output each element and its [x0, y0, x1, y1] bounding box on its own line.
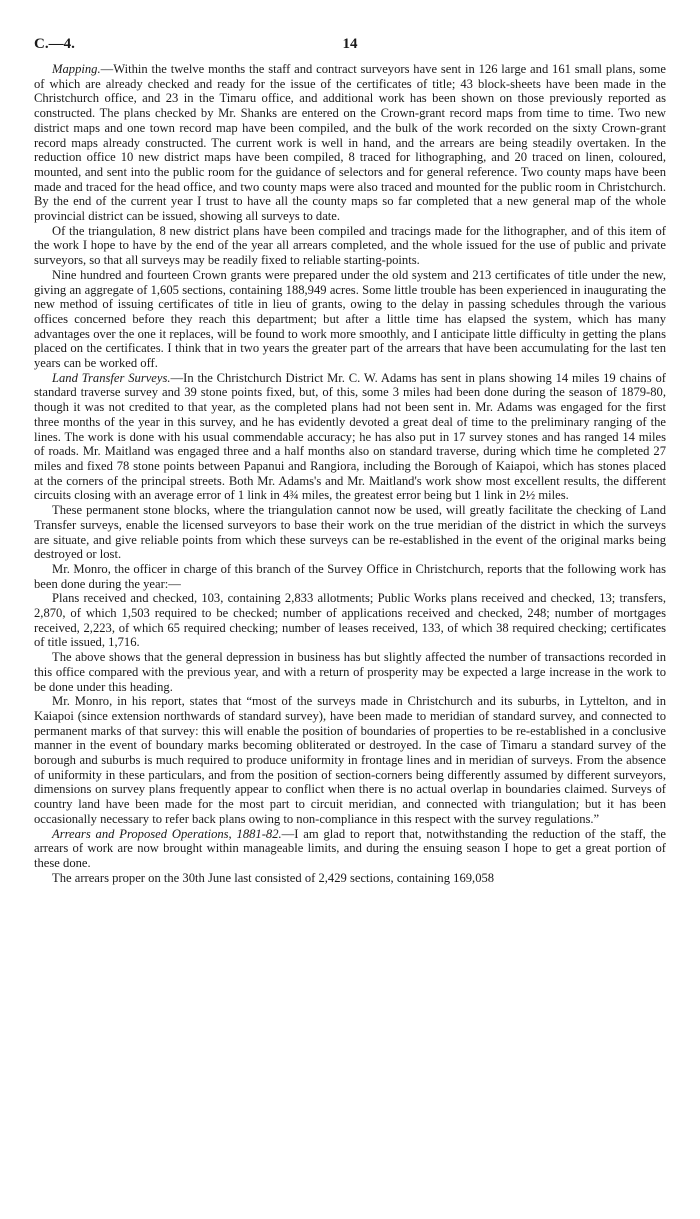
section-lead: Land Transfer Surveys. — [52, 370, 171, 385]
paragraph-monro-intro — [34, 562, 666, 591]
paragraph-monro-report — [34, 694, 666, 826]
document-code: C.—4. — [34, 36, 75, 52]
paragraph-stone-blocks — [34, 503, 666, 562]
page-number: 14 — [342, 36, 358, 52]
paragraph-text: The above shows that the general depression in business has but slightly affected the number of transactions recorded in this office compared with the previous year, and with a return of prosperity may be expected a large increase in the work to be done under this heading. — [34, 650, 666, 694]
body-text — [34, 62, 666, 885]
section-lead: Arrears and Proposed Operations, 1881-82. — [52, 826, 282, 841]
paragraph-text: Of the triangulation, 8 new district plans have been compiled and tracings made for the lithographer, and of this item of the work I hope to have by the end of the year all arrears completed, and the whole issued for the use of public and private surveyors, so that all surveys may be readily fixed to reliable starting-points. — [34, 223, 666, 268]
section-lead: Mapping. — [52, 62, 101, 76]
page-header — [34, 36, 666, 62]
paragraph-text: The arrears proper on the 30th June last consisted of 2,429 sections, containing 169,058 — [52, 870, 495, 885]
paragraph-land-transfer — [34, 371, 666, 503]
paragraph-text: Mr. Monro, the officer in charge of this branch of the Survey Office in Christchurch, reports that the following work has been done during the year:— — [34, 561, 666, 591]
paragraph-arrears — [34, 827, 666, 871]
paragraph-crown-grants — [34, 268, 666, 371]
paragraph-text: Mr. Monro, in his report, states that “most of the surveys made in Christchurch and its suburbs, in Lyttelton, and in Kaiapoi (since extension northwards of standard survey), have been made to meridian of standard survey, and connected to permanent marks of that survey: this will enable the position of boundaries of properties to be re-established in a conclusive manner in the event of boundary marks becoming obliterated or destroyed. In the case of Timaru a standard survey of the borough and suburbs is much required to produce uniformity in frontage lines and in meridian of surveys. From the absence of uniformity in these particulars, and from the position of section-corners being differently assumed by different surveyors, dimensions on survey plans frequently appear to conflict when there is no actual overlap in boundaries claimed. Surveys of country land have been made for the most part to circuit meridian, and connected with triangulation; but it has been occasionally necessary to refer back plans owing to non-compliance in this respect with the survey regulations.” — [34, 694, 666, 826]
paragraph-mapping — [34, 62, 666, 224]
paragraph-arrears-proper — [34, 871, 666, 886]
paragraph-depression — [34, 650, 666, 694]
paragraph-text: —I am glad to report that, notwithstanding the reduction of the staff, the arrears of work are now brought within manageable limits, and during the ensuing season I hope to get a great portion of these done. — [34, 826, 667, 870]
paragraph-text: Nine hundred and fourteen Crown grants were prepared under the old system and 213 certificates of title under the new, giving an aggregate of 1,605 sections, containing 188,949 acres. Some little trouble has been experienced in inaugurating the new method of issuing certificates of title in lieu of grants, owing to the delay in passing schedules through the various offices concerned before they reach this department; but after a little time has elapsed the system, which has many advantages over the one it replaces, will be found to work more smoothly, and I anticipate little difficulty in getting the plans placed on the certificates. I think that in two years the greater part of the arrears that have been accumulating for the last ten years can be worked off. — [34, 267, 666, 371]
paragraph-text: —Within the twelve months the staff and contract surveyors have sent in 126 large and 161 small plans, some of which are already checked and ready for the issue of the certificates of title; 43 block-sheets have been made in the Christchurch office, and 23 in the Timaru office, and additional work has been shown on those previously reported as constructed. The plans checked by Mr. Shanks are entered on the Crown-grant record maps from time to time. Two new district maps and one town record map have been compiled, and the bulk of the work recorded on the sixty Crown-grant record maps already constructed. The current work is well in hand, and the arrears are being steadily overtaken. In the reduction office 10 new district maps have been compiled, 8 traced for lithographing, and 20 traced on linen, coloured, mounted, and sent into the public room for the guidance of selectors and for general reference. Two county maps have been made and traced for the head office, and two county maps were also traced and mounted for the public room in Christchurch. By the end of the current year I trust to have all the county maps so far completed that a new general map of the whole provincial district can be issued, showing all surveys to date. — [34, 62, 666, 224]
paragraph-triangulation — [34, 224, 666, 268]
paragraph-plans-received — [34, 591, 666, 650]
paragraph-text: Plans received and checked, 103, containing 2,833 allotments; Public Works plans received and checked, 13; transfers, 2,870, of which 1,503 required to be checked; number of applications received and checked, 248; number of mortgages received, 2,223, of which 65 required checking; number of leases received, 133, of which 38 required checking; certificates of title issued, 1,716. — [34, 591, 666, 650]
paragraph-text: These permanent stone blocks, where the triangulation cannot now be used, will greatly facilitate the checking of Land Transfer surveys, enable the licensed surveyors to base their work on the true meridian of the district in which the surveys are situate, and give reliable points from which these surveys can be re-established in the event of the original marks being destroyed or lost. — [34, 503, 666, 562]
paragraph-text: —In the Christchurch District Mr. C. W. Adams has sent in plans showing 14 miles 19 chains of standard traverse survey and 39 stone points fixed, but, of this, some 3 miles had been done during the season of 1879-80, though it was not credited to that year, as the completed plans had not been sent in. Mr. Adams was engaged for the first three months of the year in this survey, and he has evidently devoted a great deal of time to the preliminary ranging of the lines. The work is done with his usual commendable accuracy; he has also put in 17 survey stones and has ranged 14 miles of roads. Mr. Maitland was engaged three and a half months also on standard traverse, during which time he completed 27 miles and fixed 78 stone points between Papanui and Rangiora, including the Borough of Kaiapoi, which has stones placed at the corners of the principal streets. Both Mr. Adams's and Mr. Maitland's work show most excellent results, the different circuits closing with an average error of 1 link in 4¾ miles, the greatest error being but 1 link in 2½ miles. — [34, 370, 667, 503]
